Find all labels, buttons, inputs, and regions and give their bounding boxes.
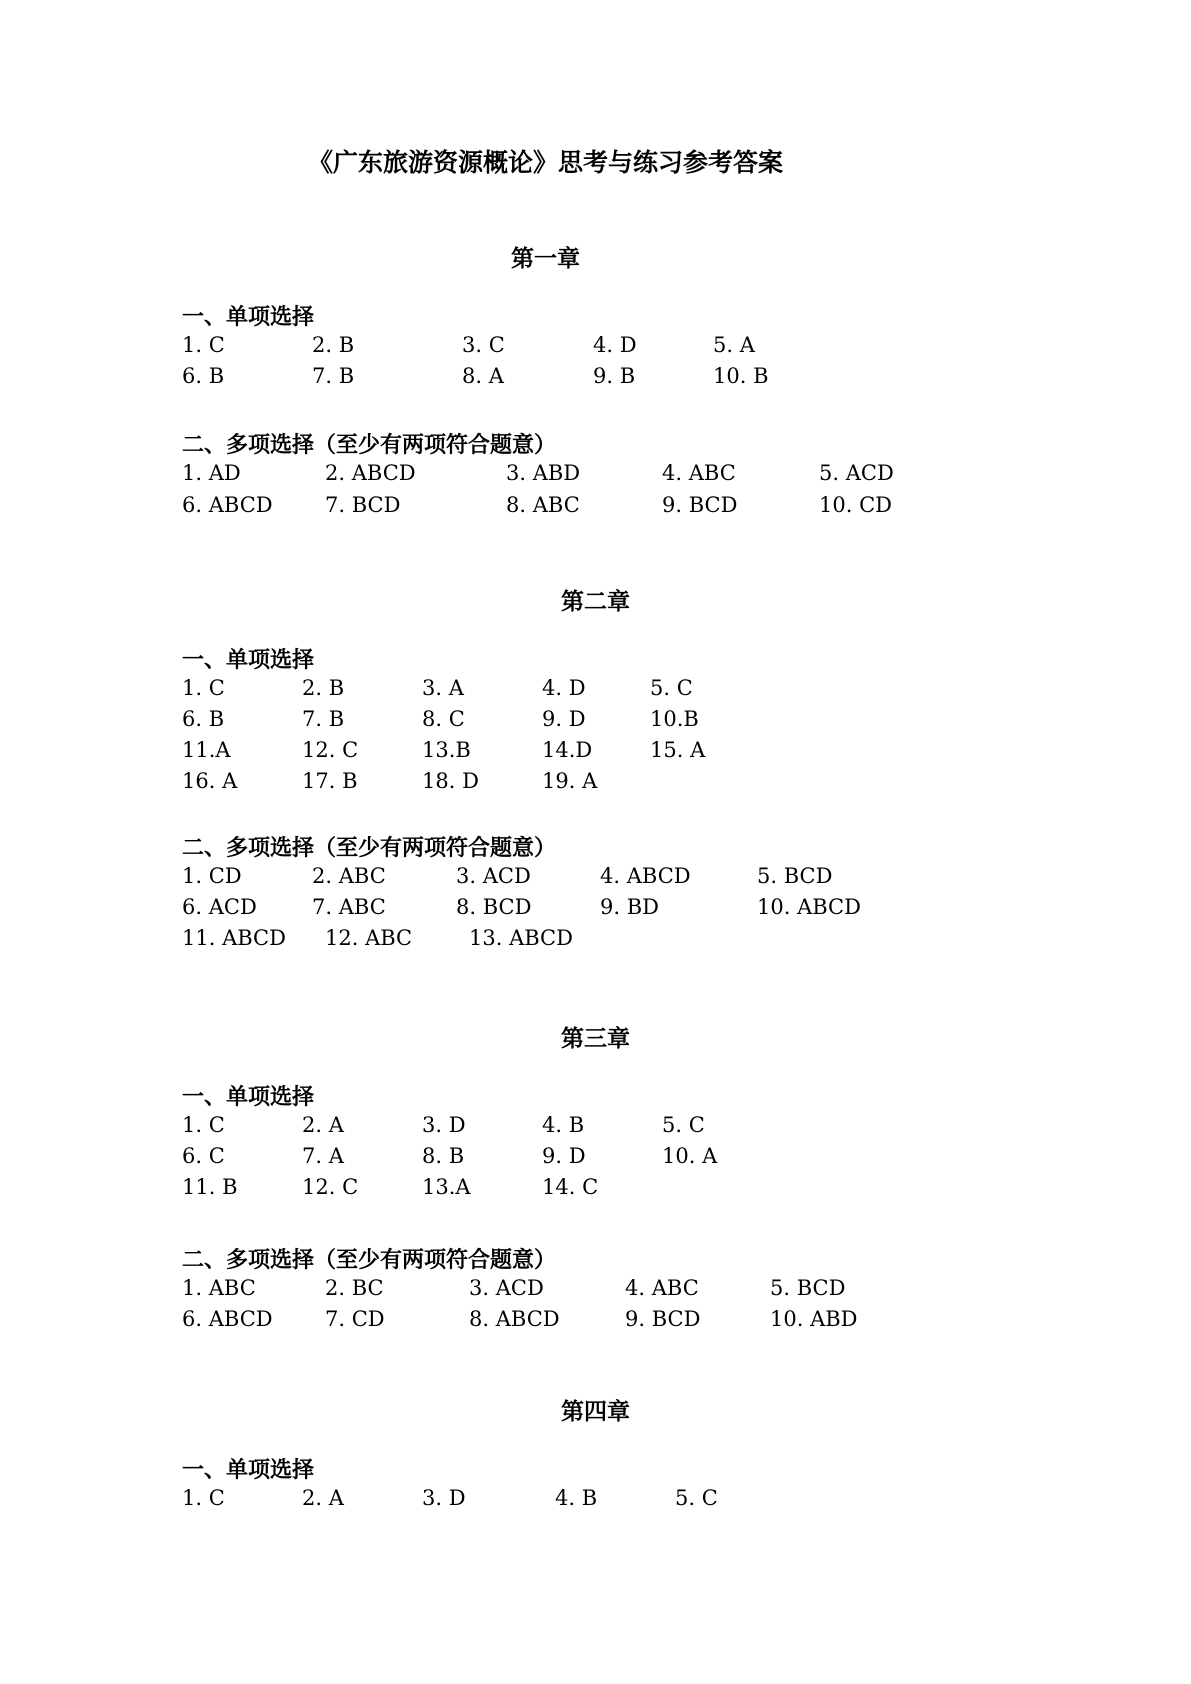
answer-item: 7. CD [325, 1307, 385, 1331]
answer-item: 17. B [302, 769, 358, 793]
answer-item: 5. ACD [819, 461, 894, 485]
answer-item: 10. CD [819, 493, 892, 517]
answer-item: 10. A [662, 1144, 718, 1168]
answer-item: 5. BCD [770, 1276, 846, 1300]
section-title: 一、单项选择 [182, 1085, 315, 1110]
answer-item: 5. C [662, 1113, 705, 1137]
answer-item: 6. B [182, 364, 225, 388]
answer-item: 12. C [302, 738, 359, 762]
answer-item: 7. A [302, 1144, 344, 1168]
answer-item: 10. ABCD [757, 895, 861, 919]
answer-item: 2. B [302, 676, 345, 700]
answer-item: 18. D [422, 769, 479, 793]
answer-item: 2. B [312, 333, 355, 357]
section-title: 一、单项选择 [182, 648, 315, 673]
answer-item: 8. B [422, 1144, 465, 1168]
answer-item: 2. ABCD [325, 461, 416, 485]
answer-item: 11.A [182, 738, 231, 762]
answer-item: 8. ABC [506, 493, 580, 517]
section-title: 一、单项选择 [182, 305, 315, 330]
answer-item: 9. B [593, 364, 636, 388]
answer-item: 8. C [422, 707, 465, 731]
answer-item: 13.B [422, 738, 471, 762]
answer-item: 9. BCD [662, 493, 738, 517]
chapter-title: 第三章 [561, 1026, 630, 1052]
answer-item: 9. D [542, 1144, 586, 1168]
answer-item: 3. ACD [456, 864, 531, 888]
answer-item: 12. C [302, 1175, 359, 1199]
answer-item: 1. CD [182, 864, 242, 888]
answer-item: 3. C [462, 333, 505, 357]
answer-item: 14. C [542, 1175, 599, 1199]
answer-item: 2. A [302, 1486, 344, 1510]
answer-item: 4. ABC [662, 461, 736, 485]
answer-item: 4. ABC [625, 1276, 699, 1300]
chapter-title: 第二章 [561, 589, 630, 615]
section-title: 二、多项选择（至少有两项符合题意） [182, 433, 557, 458]
answer-item: 8. ABCD [469, 1307, 560, 1331]
section-title: 二、多项选择（至少有两项符合题意） [182, 1248, 557, 1273]
section-title: 一、单项选择 [182, 1458, 315, 1483]
answer-item: 1. C [182, 676, 225, 700]
answer-item: 15. A [650, 738, 706, 762]
answer-item: 2. BC [325, 1276, 384, 1300]
answer-item: 8. BCD [456, 895, 532, 919]
answer-item: 9. BD [600, 895, 659, 919]
answer-item: 3. D [422, 1486, 466, 1510]
answer-item: 1. ABC [182, 1276, 256, 1300]
answer-item: 3. ABD [506, 461, 581, 485]
answer-item: 10. B [713, 364, 769, 388]
answer-item: 6. C [182, 1144, 225, 1168]
answer-item: 19. A [542, 769, 598, 793]
answer-item: 4. ABCD [600, 864, 691, 888]
answer-item: 13.A [422, 1175, 471, 1199]
answer-item: 6. B [182, 707, 225, 731]
chapter-title: 第一章 [511, 246, 580, 272]
answer-item: 6. ACD [182, 895, 257, 919]
answer-item: 1. AD [182, 461, 241, 485]
answer-item: 13. ABCD [469, 926, 573, 950]
answer-item: 4. D [593, 333, 637, 357]
answer-item: 7. B [302, 707, 345, 731]
answer-item: 11. B [182, 1175, 238, 1199]
answer-item: 4. B [542, 1113, 585, 1137]
answer-item: 2. ABC [312, 864, 386, 888]
section-title: 二、多项选择（至少有两项符合题意） [182, 836, 557, 861]
answer-item: 5. C [650, 676, 693, 700]
answer-item: 14.D [542, 738, 593, 762]
answer-item: 3. A [422, 676, 464, 700]
answer-item: 11. ABCD [182, 926, 286, 950]
answer-item: 4. B [555, 1486, 598, 1510]
answer-item: 4. D [542, 676, 586, 700]
answer-item: 10.B [650, 707, 699, 731]
answer-item: 6. ABCD [182, 1307, 273, 1331]
answer-item: 5. C [675, 1486, 718, 1510]
answer-item: 5. A [713, 333, 755, 357]
answer-item: 12. ABC [325, 926, 413, 950]
answer-item: 1. C [182, 333, 225, 357]
answer-item: 1. C [182, 1486, 225, 1510]
answer-item: 7. ABC [312, 895, 386, 919]
answer-item: 9. BCD [625, 1307, 701, 1331]
answer-item: 16. A [182, 769, 238, 793]
answer-item: 3. ACD [469, 1276, 544, 1300]
answer-item: 7. BCD [325, 493, 401, 517]
answer-item: 5. BCD [757, 864, 833, 888]
answer-item: 7. B [312, 364, 355, 388]
answer-item: 1. C [182, 1113, 225, 1137]
answer-item: 2. A [302, 1113, 344, 1137]
chapter-title: 第四章 [561, 1399, 630, 1425]
answer-item: 9. D [542, 707, 586, 731]
answer-item: 6. ABCD [182, 493, 273, 517]
answer-item: 10. ABD [770, 1307, 858, 1331]
answer-item: 8. A [462, 364, 504, 388]
answer-item: 3. D [422, 1113, 466, 1137]
document-title: 《广东旅游资源概论》思考与练习参考答案 [307, 148, 783, 177]
